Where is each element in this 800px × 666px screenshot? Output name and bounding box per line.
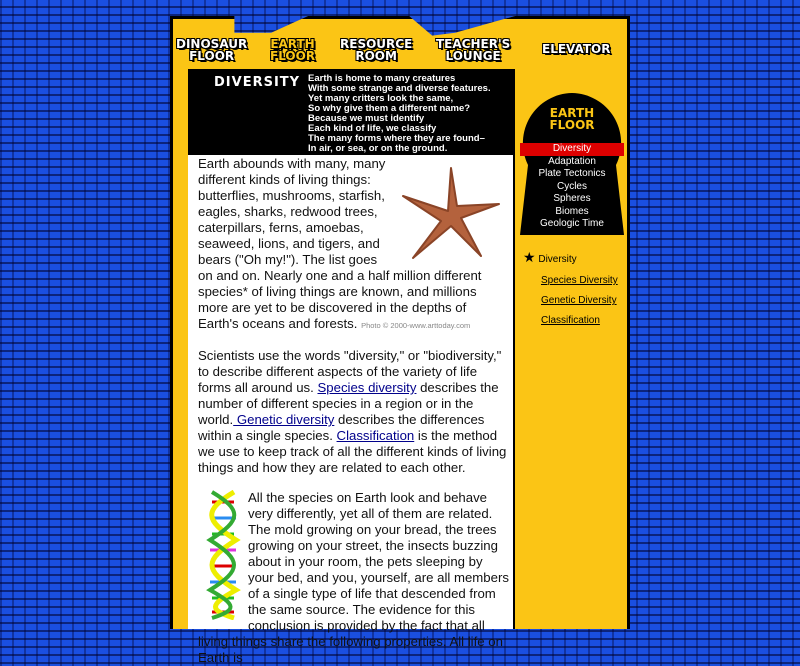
tab-label: LOUNGE xyxy=(445,49,501,63)
paragraph-text: describes the number of different species in a region or in the world. xyxy=(198,380,499,427)
tab-teachers-lounge[interactable] xyxy=(436,38,510,62)
tab-label: ELEVATOR xyxy=(542,42,611,56)
tab-label: FLOOR xyxy=(270,49,316,63)
poem-line: The many forms where they are found– xyxy=(308,133,485,144)
tab-label: DINOSAUR xyxy=(176,37,248,51)
intro-paragraph xyxy=(188,156,513,334)
menu-item-diversity[interactable]: Diversity xyxy=(520,143,624,156)
section-title-line: EARTH xyxy=(549,106,595,120)
sublink-genetic-diversity[interactable]: Genetic Diversity xyxy=(541,295,617,306)
menu-item-geologic-time[interactable]: Geologic Time xyxy=(540,218,604,229)
paragraph-text: All the species on Earth look and behave very differently, yet all of them are related. The mold growing on your bread, the trees growing on your street, the insects buzzing about in your room, the pets sleeping by your bed, and you, yourself, are all members of a single type of life that descended from the same source. The evidence for this conclusion is provided by the fact that all living things share the following properties. All life on Earth is xyxy=(198,490,509,665)
poem xyxy=(308,74,491,154)
dna-image xyxy=(204,490,242,620)
genetic-diversity-link[interactable]: Genetic diversity xyxy=(233,412,335,427)
sublink-classification[interactable]: Classification xyxy=(541,315,600,326)
menu-item-biomes[interactable]: Biomes xyxy=(555,205,589,217)
poem-line: In air, or sea, or on the ground. xyxy=(308,143,448,154)
menu-item-adaptation[interactable]: Adaptation xyxy=(548,155,596,167)
starfish-image xyxy=(393,166,503,261)
relatedness-paragraph xyxy=(188,490,513,666)
menu-item-spheres[interactable]: Spheres xyxy=(553,193,591,204)
tab-label: EARTH xyxy=(270,37,315,51)
page-title: DIVERSITY xyxy=(214,75,301,90)
menu-item-cycles[interactable]: Cycles xyxy=(556,180,587,192)
species-diversity-link[interactable]: Species diversity xyxy=(317,380,417,395)
paragraph-text: is the method we use to keep track of all the different kinds of living things and how they are related to each other. xyxy=(198,428,507,475)
sublink-label: Diversity xyxy=(538,254,577,265)
poem-line: Earth is home to many creatures xyxy=(308,73,456,84)
sublink-current xyxy=(523,249,618,266)
tab-label: RESOURCE xyxy=(340,37,413,51)
tab-earth-floor[interactable] xyxy=(270,38,315,62)
tab-label: FLOOR xyxy=(189,49,235,63)
photo-credit: Photo © 2000-www.arttoday.com xyxy=(361,321,471,330)
poem-line: With some strange and diverse features. xyxy=(308,83,491,94)
tab-resource-room[interactable] xyxy=(340,38,412,62)
main-content xyxy=(188,69,515,665)
poem-line: Because we must identify xyxy=(308,113,425,124)
poem-line: Yet many critters look the same, xyxy=(308,93,454,104)
poem-line: So why give them a different name? xyxy=(308,103,471,114)
tab-label: TEACHER'S xyxy=(436,37,511,51)
paragraph-text: Earth abounds with many, many different kinds of living things: butterflies, mushrooms, starfish, eagles, sharks, redwood trees, caterpillars, ferns, amoebas, seaweed, lions, and tigers, and bears ("Oh my!"). The list goes on and on. Nearly one and a half million different species* of living things are known, and millions more are yet to be discovered in the depths of Earth's oceans and forests. xyxy=(198,156,482,331)
tab-dinosaur-floor[interactable] xyxy=(176,38,247,62)
menu-item-plate-tectonics[interactable]: Plate Tectonics xyxy=(538,168,606,179)
tab-label: ROOM xyxy=(355,49,397,63)
section-menu xyxy=(520,143,624,231)
sublink-species-diversity[interactable]: Species Diversity xyxy=(541,275,618,286)
sub-navigation xyxy=(523,249,618,335)
diversity-paragraph xyxy=(188,348,513,476)
poem-header xyxy=(188,69,513,155)
paragraph-text: Scientists use the words "diversity," or "biodiversity," to describe different aspects of the variety of life forms all around us. xyxy=(198,348,502,395)
star-icon: ★ xyxy=(523,249,536,265)
sidebar xyxy=(515,69,627,629)
section-title-line: FLOOR xyxy=(549,118,595,132)
section-title xyxy=(520,107,624,131)
tab-elevator[interactable] xyxy=(542,43,611,55)
classification-link[interactable]: Classification xyxy=(336,428,415,443)
page-body xyxy=(170,69,630,665)
page-frame xyxy=(170,16,630,665)
paragraph-text: describes the differences within a single species. xyxy=(198,412,485,443)
poem-line: Each kind of life, we classify xyxy=(308,123,437,134)
